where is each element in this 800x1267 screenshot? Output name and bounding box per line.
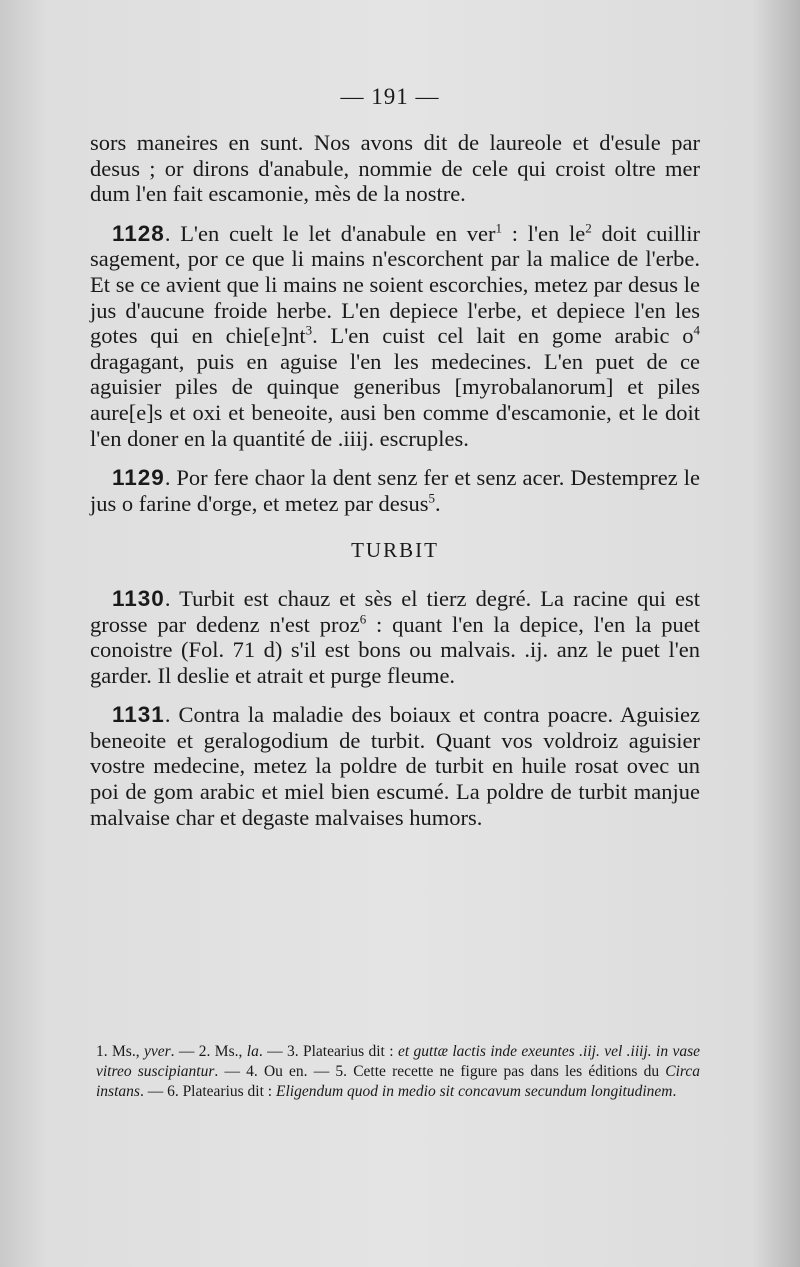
footnote-ref: 5 xyxy=(428,490,436,506)
footnote-ref: 4 xyxy=(693,322,700,338)
footnote-ref: 3 xyxy=(305,322,313,338)
footnote-ref: 1 xyxy=(495,220,502,236)
paragraph-number: 1129 xyxy=(112,465,165,491)
paragraph-number: 1128 xyxy=(112,220,165,246)
footnote-ref: 6 xyxy=(359,611,367,626)
paragraph-number: 1130 xyxy=(112,585,165,611)
paragraph-number: 1131 xyxy=(112,702,165,728)
footnotes xyxy=(96,1042,700,1102)
footnote-ref: 2 xyxy=(585,220,592,236)
paragraph-1128: 1128. L'en cuelt le let d'anabule en ver$^1$ : l'en $le^2$ doit cuillir sagement, por ce que li mains n'escorchent par la malice de l'erbe. Et se ce avient que li mains ne soient escorchies, metez par desus le jus d'aucune froide herbe. L'en depiece l'erbe, et depiece l'en les gotes qui en $chie[e]nt^3$. L'en cuist cel lait en gome arabic $o^4$ dragagant, puis en aguise l'en les medecines. L'en puet de ce aguisier piles de quinque generibus [myrobalanorum] et piles aure[e]s et oxi et beneoite, ausi ben comme d'escamonie, et le doit l'en doner en la quantité de .iiij. escruples. xyxy=(90,220,700,451)
paragraph-1130: 1130. Turbit est chauz et sès el tierz degré. La racine qui est grosse par dedenz n'est proz$^6$ : quant l'en la depice, l'en la puet conoistre (Fol. 71 d) s'il est bons ou malvais. .ij. anz le puet l'en garder. Il deslie et atrait et purge fleume. xyxy=(90,585,700,688)
paragraph-1129: 1129. Por fere chaor la dent senz fer et senz acer. Destemprez le jus o farine d'orge, et metez par desus$^5$. xyxy=(90,465,700,516)
paragraph-1131: 1131. Contra la maladie des boiaux et contra poacre. Aguisiez beneoite et geralogodium de turbit. Quant vos voldroiz aguisier vostre medecine, metez la poldre de turbit en huile rosat ovec un poi de gom arabic et miel bien escumé. La poldre de turbit manjue malvaise char et degaste malvaises humors. xyxy=(90,702,700,830)
paragraph-intro: sors maneires en sunt. Nos avons dit de laureole et d'esule par desus ; or dirons d'anabule, nommie de cele qui croist oltre mer dum l'en fait escamonie, mès de la nostre. xyxy=(90,130,700,207)
section-heading: TURBIT xyxy=(351,538,439,563)
main-text xyxy=(90,130,700,830)
page-number: — 191 — xyxy=(340,84,440,109)
footnote-text: 1. Ms., yver. — 2. Ms., la. — 3. Platearius dit : et guttæ lactis inde exeuntes .iij. vel .iiij. in vase vitreo suscipiantur. — 4. Ou en. — 5. Cette recette ne figure pas dans les éditions du Circa instans. — 6. Platearius dit : Eligendum quod in medio sit concavum secundum longitudinem. xyxy=(96,1043,701,1100)
